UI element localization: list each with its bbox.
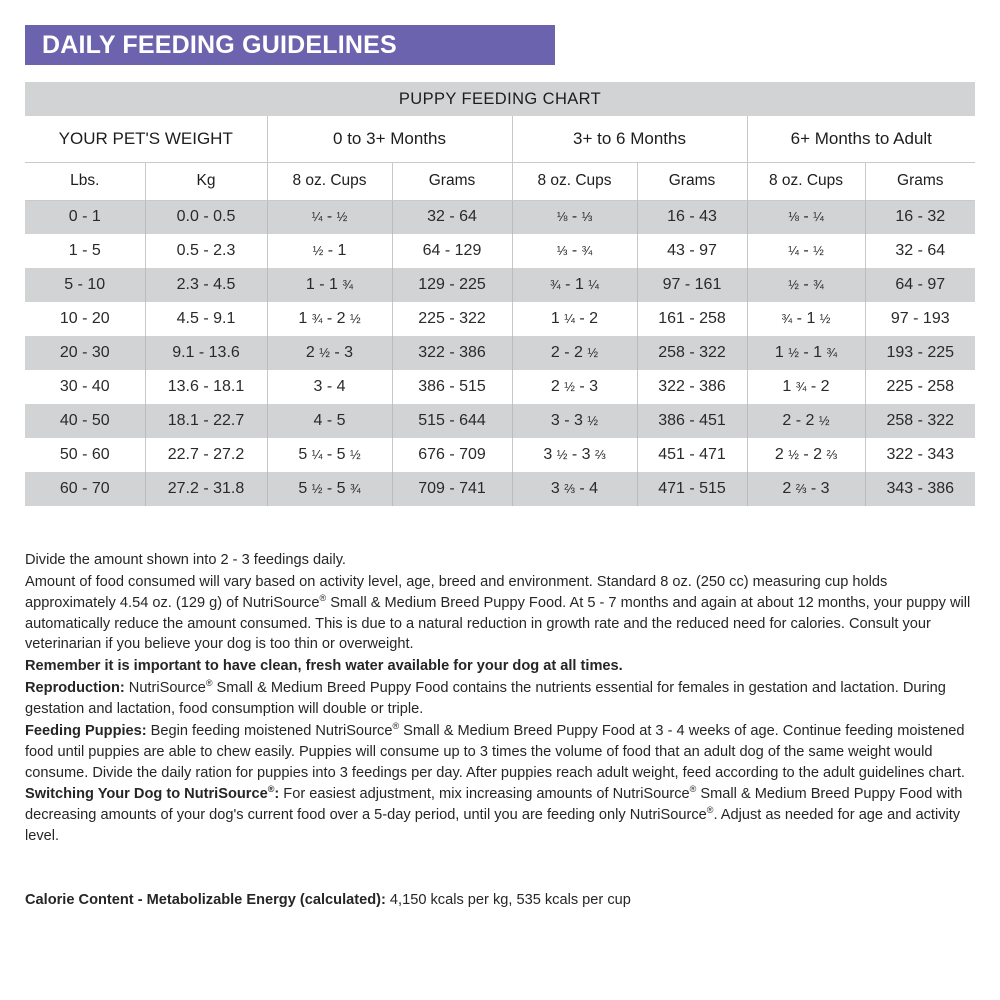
table-row: [25, 472, 975, 506]
table-cell: 1 ¾ - 2: [747, 370, 865, 404]
table-cell: 3 - 3 ½: [512, 404, 637, 438]
table-cell: 2 - 2 ½: [747, 404, 865, 438]
puppy-feeding-chart-table: [25, 82, 975, 506]
registered-mark-icon: ®: [205, 678, 213, 689]
switching-label-colon: :: [274, 786, 280, 803]
table-cell: ¼ - ½: [267, 200, 392, 234]
feeding-puppies-label: Feeding Puppies:: [25, 722, 147, 739]
table-cell: 193 - 225: [865, 336, 975, 370]
chart-title-row: [25, 82, 975, 116]
table-cell: 258 - 322: [865, 404, 975, 438]
table-cell: 60 - 70: [25, 472, 145, 506]
table-row: [25, 404, 975, 438]
table-cell: 5 ½ - 5 ¾: [267, 472, 392, 506]
table-cell: ¾ - 1 ¼: [512, 268, 637, 302]
table-cell: 5 ¼ - 5 ½: [267, 438, 392, 472]
sub-header-cups-2: 8 oz. Cups: [512, 162, 637, 200]
table-cell: ¾ - 1 ½: [747, 302, 865, 336]
table-cell: 676 - 709: [392, 438, 512, 472]
table-cell: 322 - 386: [637, 370, 747, 404]
table-cell: ⅛ - ¼: [747, 200, 865, 234]
sub-header-grams-3: Grams: [865, 162, 975, 200]
table-cell: 2.3 - 4.5: [145, 268, 267, 302]
table-row: [25, 302, 975, 336]
table-cell: 64 - 97: [865, 268, 975, 302]
calorie-content-value: 4,150 kcals per kg, 535 kcals per cup: [385, 892, 631, 908]
table-cell: 5 - 10: [25, 268, 145, 302]
water-reminder-line: [25, 656, 977, 677]
page-title: DAILY FEEDING GUIDELINES: [42, 30, 397, 59]
group-header-weight: YOUR PET'S WEIGHT: [25, 116, 267, 162]
switching-text-a: For easiest adjustment, mix increasing amounts of NutriSource: [279, 786, 690, 803]
table-cell: 18.1 - 22.7: [145, 404, 267, 438]
table-row: [25, 268, 975, 302]
table-row: [25, 200, 975, 234]
table-cell: 40 - 50: [25, 404, 145, 438]
table-cell: 16 - 43: [637, 200, 747, 234]
table-row: [25, 336, 975, 370]
table-cell: 451 - 471: [637, 438, 747, 472]
calorie-content-label: Calorie Content - Metabolizable Energy (calculated):: [25, 892, 386, 908]
reproduction-paragraph: [25, 678, 977, 720]
reproduction-label: Reproduction:: [25, 680, 125, 697]
group-header-3-to-6-months: 3+ to 6 Months: [512, 116, 747, 162]
table-cell: 3 - 4: [267, 370, 392, 404]
table-cell: 1 - 5: [25, 234, 145, 268]
sub-header-lbs: Lbs.: [25, 162, 145, 200]
table-row: [25, 438, 975, 472]
table-cell: 20 - 30: [25, 336, 145, 370]
registered-mark-icon: ®: [689, 784, 697, 795]
chart-title: PUPPY FEEDING CHART: [25, 82, 975, 116]
sub-header-kg: Kg: [145, 162, 267, 200]
calorie-content-line: [25, 892, 977, 908]
table-cell: 2 ½ - 2 ⅔: [747, 438, 865, 472]
table-cell: 709 - 741: [392, 472, 512, 506]
registered-mark-icon: ®: [267, 784, 275, 795]
table-cell: 129 - 225: [392, 268, 512, 302]
table-cell: 97 - 193: [865, 302, 975, 336]
reproduction-text-b: Small & Medium Breed Puppy Food contains the nutrients essential for females in gestation and lactation. During gestation and lactation, food consumption will double or triple.: [25, 680, 946, 718]
switching-text-b: Small & Medium Breed Puppy Food with decreasing amounts of your dog's current food over a 5-day period, until you are feeding only NutriSource: [25, 786, 963, 824]
table-cell: 2 ½ - 3: [267, 336, 392, 370]
switching-label: [25, 786, 279, 802]
table-cell: 386 - 515: [392, 370, 512, 404]
table-cell: 22.7 - 27.2: [145, 438, 267, 472]
amount-text-a: Amount of food consumed will vary based on activity level, age, breed and environment. Standard 8 oz. (250 cc) measuring cup holds approximately 4.54 oz. (129 g) of NutriSource: [25, 573, 888, 611]
table-cell: 32 - 64: [865, 234, 975, 268]
feeding-notes: [25, 550, 977, 848]
group-header-row: [25, 116, 975, 162]
divide-amount-line: Divide the amount shown into 2 - 3 feedings daily.: [25, 552, 346, 568]
sub-header-cups-1: 8 oz. Cups: [267, 162, 392, 200]
table-cell: 322 - 343: [865, 438, 975, 472]
table-cell: 386 - 451: [637, 404, 747, 438]
table-cell: 3 ⅔ - 4: [512, 472, 637, 506]
table-cell: 10 - 20: [25, 302, 145, 336]
feeding-text-b: Small & Medium Breed Puppy Food at 3 - 4 weeks of age. Continue feeding moistened food until puppies are able to chew easily. Puppies will consume up to 3 times the volume of food that an adult dog of the same weight would consume. Divide the daily ration for puppies into 3 feedings per day. After puppies reach adult weight, feed according to the adult guidelines chart.: [25, 722, 965, 781]
table-cell: 0 - 1: [25, 200, 145, 234]
switching-paragraph: [25, 784, 977, 847]
table-cell: 64 - 129: [392, 234, 512, 268]
table-cell: ¼ - ½: [747, 234, 865, 268]
page-banner: [25, 25, 555, 65]
table-cell: ⅛ - ⅓: [512, 200, 637, 234]
table-cell: 258 - 322: [637, 336, 747, 370]
switching-text-c: . Adjust as needed for age and activity level.: [25, 807, 961, 845]
feeding-chart-table-wrap: [25, 82, 975, 506]
sub-header-cups-3: 8 oz. Cups: [747, 162, 865, 200]
table-cell: 32 - 64: [392, 200, 512, 234]
table-cell: 0.5 - 2.3: [145, 234, 267, 268]
table-cell: 343 - 386: [865, 472, 975, 506]
sub-header-grams-2: Grams: [637, 162, 747, 200]
water-reminder-text: Remember it is important to have clean, fresh water available for your dog at all times.: [25, 658, 623, 675]
table-cell: 225 - 322: [392, 302, 512, 336]
table-cell: 161 - 258: [637, 302, 747, 336]
table-cell: 27.2 - 31.8: [145, 472, 267, 506]
table-cell: 1 ¼ - 2: [512, 302, 637, 336]
table-cell: 2 ½ - 3: [512, 370, 637, 404]
switching-label-text: Switching Your Dog to NutriSource: [25, 786, 268, 803]
reproduction-text-a: NutriSource: [124, 680, 206, 697]
table-row: [25, 370, 975, 404]
amount-text-b: Small & Medium Breed Puppy Food. At 5 - 7 months and again at about 12 months, your puppy will automatically reduce the amount consumed. This is due to a natural reduction in growth rate and the reduced need for calories. Consult your veterinarian if you believe your dog is too thin or overweight.: [25, 594, 971, 653]
table-cell: ½ - ¾: [747, 268, 865, 302]
table-cell: 471 - 515: [637, 472, 747, 506]
table-cell: 4 - 5: [267, 404, 392, 438]
registered-mark-icon: ®: [392, 721, 400, 732]
table-cell: 97 - 161: [637, 268, 747, 302]
table-cell: 13.6 - 18.1: [145, 370, 267, 404]
registered-mark-icon: ®: [319, 592, 327, 603]
table-cell: 30 - 40: [25, 370, 145, 404]
table-cell: 43 - 97: [637, 234, 747, 268]
feeding-puppies-paragraph: [25, 721, 977, 784]
feeding-chart-body: [25, 200, 975, 506]
table-cell: ⅓ - ¾: [512, 234, 637, 268]
group-header-6-months-to-adult: 6+ Months to Adult: [747, 116, 975, 162]
table-cell: 2 ⅔ - 3: [747, 472, 865, 506]
table-cell: 4.5 - 9.1: [145, 302, 267, 336]
feeding-text-a: Begin feeding moistened NutriSource: [146, 722, 393, 739]
table-cell: ½ - 1: [267, 234, 392, 268]
table-row: [25, 234, 975, 268]
table-cell: 16 - 32: [865, 200, 975, 234]
sub-header-grams-1: Grams: [392, 162, 512, 200]
registered-mark-icon: ®: [706, 805, 714, 816]
table-cell: 1 ½ - 1 ¾: [747, 336, 865, 370]
table-cell: 50 - 60: [25, 438, 145, 472]
table-cell: 0.0 - 0.5: [145, 200, 267, 234]
table-cell: 515 - 644: [392, 404, 512, 438]
sub-header-row: [25, 162, 975, 200]
table-cell: 9.1 - 13.6: [145, 336, 267, 370]
table-cell: 1 - 1 ¾: [267, 268, 392, 302]
table-cell: 2 - 2 ½: [512, 336, 637, 370]
table-cell: 322 - 386: [392, 336, 512, 370]
amount-of-food-paragraph: [25, 572, 977, 655]
group-header-0-to-3-months: 0 to 3+ Months: [267, 116, 512, 162]
table-cell: 225 - 258: [865, 370, 975, 404]
table-cell: 3 ½ - 3 ⅔: [512, 438, 637, 472]
table-cell: 1 ¾ - 2 ½: [267, 302, 392, 336]
